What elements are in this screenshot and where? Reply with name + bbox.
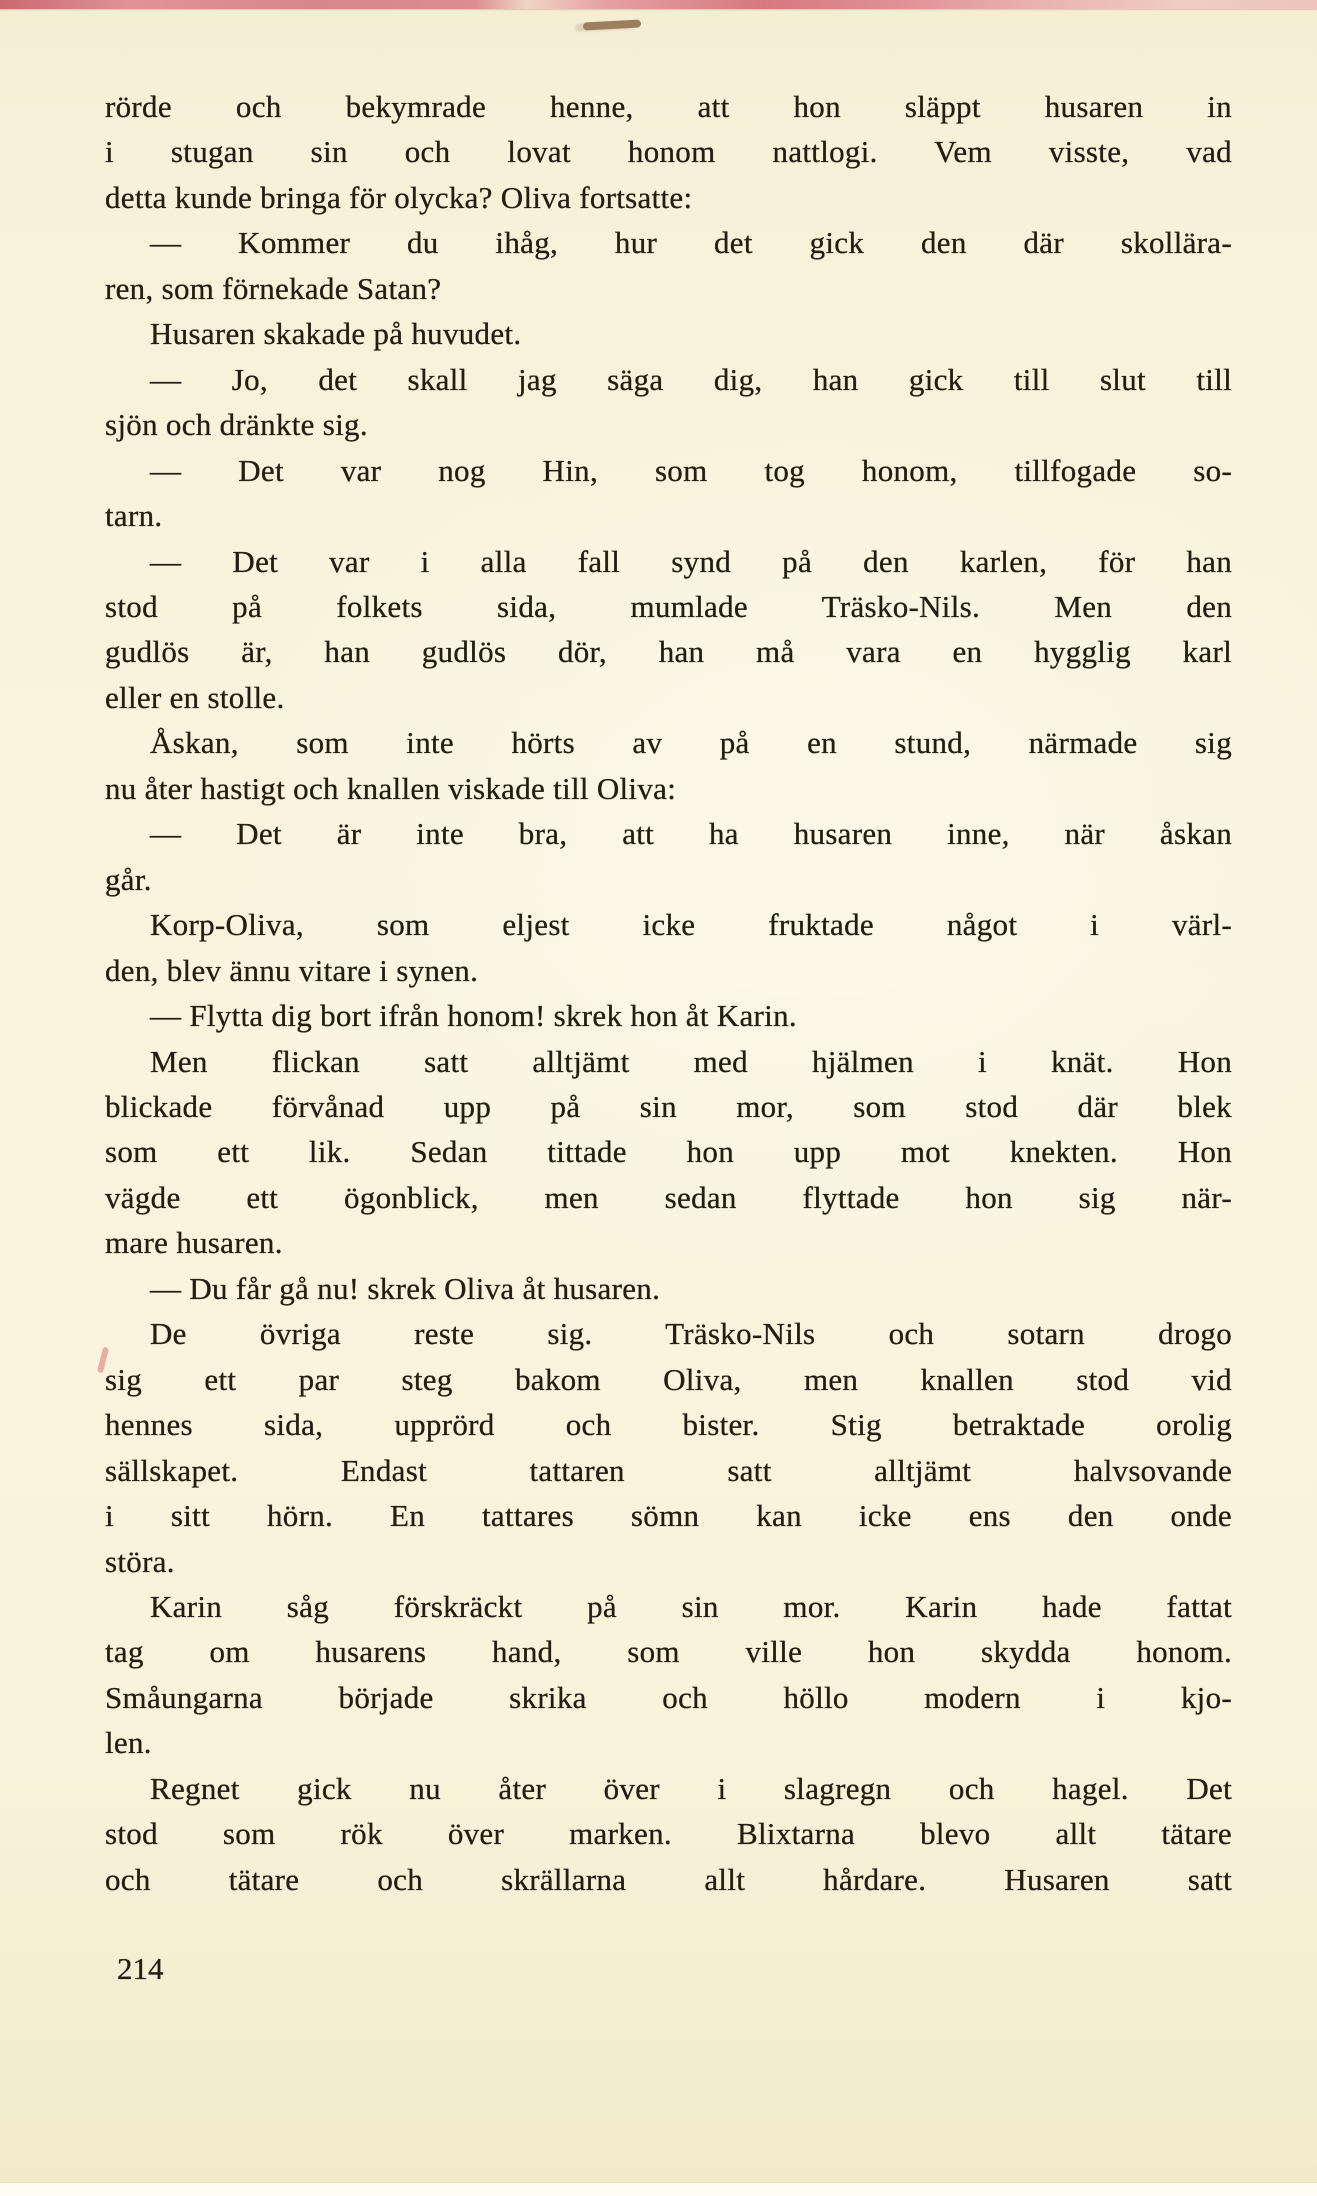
text-line: sällskapet. Endast tattaren satt alltjämt halvsovande xyxy=(105,1452,1232,1488)
scan-bottom-edge xyxy=(0,2182,1317,2196)
text-line: och tätare och skrällarna allt hårdare. Husaren satt xyxy=(105,1861,1232,1897)
text-line: blickade förvånad upp på sin mor, som stod där blek xyxy=(105,1088,1232,1124)
text-line: vägde ett ögonblick, men sedan flyttade hon sig när- xyxy=(105,1179,1232,1215)
ink-smudge xyxy=(583,19,641,30)
text-line: Karin såg förskräckt på sin mor. Karin hade fattat xyxy=(150,1588,1232,1624)
text-line: i stugan sin och lovat honom nattlogi. Vem visste, vad xyxy=(105,134,1232,170)
text-line: hennes sida, upprörd och bister. Stig betraktade orolig xyxy=(105,1407,1232,1443)
text-line: — Jo, det skall jag säga dig, han gick till slut till xyxy=(150,361,1232,397)
text-line: Men flickan satt alltjämt med hjälmen i knät. Hon xyxy=(150,1043,1232,1079)
text-line: Korp-Oliva, som eljest icke fruktade något i värl- xyxy=(150,907,1232,943)
text-line: — Du får gå nu! skrek Oliva åt husaren. xyxy=(150,1270,661,1306)
text-line: tarn. xyxy=(105,498,163,534)
text-line: som ett lik. Sedan tittade hon upp mot knekten. Hon xyxy=(105,1134,1232,1170)
text-line: — Det var nog Hin, som tog honom, tillfogade so- xyxy=(150,452,1232,488)
text-line: gudlös är, han gudlös dör, han må vara en hygglig karl xyxy=(105,634,1232,670)
text-line: nu åter hastigt och knallen viskade till Oliva: xyxy=(105,770,677,806)
text-line: — Det är inte bra, att ha husaren inne, när åskan xyxy=(150,816,1232,852)
text-line: len. xyxy=(105,1725,152,1761)
text-line: — Flytta dig bort ifrån honom! skrek hon åt Karin. xyxy=(150,998,797,1034)
text-line: den, blev ännu vitare i synen. xyxy=(105,952,479,988)
text-line: Husaren skakade på huvudet. xyxy=(150,316,522,352)
text-line: Regnet gick nu åter över i slagregn och hagel. Det xyxy=(150,1770,1232,1806)
text-line: rörde och bekymrade henne, att hon släppt husaren in xyxy=(105,89,1232,124)
text-line: stod på folkets sida, mumlade Träsko-Nils. Men den xyxy=(105,588,1232,624)
scan-top-edge-stain xyxy=(0,0,1317,9)
text-line: sig ett par steg bakom Oliva, men knallen stod vid xyxy=(105,1361,1232,1397)
text-line: mare husaren. xyxy=(105,1225,283,1261)
page-text xyxy=(105,84,1232,1902)
text-line: ren, som förnekade Satan? xyxy=(105,270,442,306)
text-line: stod som rök över marken. Blixtarna blevo allt tätare xyxy=(105,1816,1232,1852)
text-line: detta kunde bringa för olycka? Oliva fortsatte: xyxy=(105,179,693,215)
text-line: eller en stolle. xyxy=(105,679,285,715)
text-line: störa. xyxy=(105,1543,175,1579)
text-line: — Det var i alla fall synd på den karlen, för han xyxy=(150,543,1232,579)
text-line: — Kommer du ihåg, hur det gick den där skollära- xyxy=(150,225,1232,261)
text-line: sjön och dränkte sig. xyxy=(105,407,368,443)
text-line: går. xyxy=(105,861,152,897)
text-line: De övriga reste sig. Träsko-Nils och sotarn drogo xyxy=(150,1316,1232,1352)
text-line: i sitt hörn. En tattares sömn kan icke ens den onde xyxy=(105,1498,1232,1534)
text-line: Småungarna började skrika och höllo modern i kjo- xyxy=(105,1679,1232,1715)
page-number: 214 xyxy=(117,1951,164,1986)
text-line: tag om husarens hand, som ville hon skydda honom. xyxy=(105,1634,1232,1670)
text-line: Åskan, som inte hörts av på en stund, närmade sig xyxy=(150,725,1232,761)
